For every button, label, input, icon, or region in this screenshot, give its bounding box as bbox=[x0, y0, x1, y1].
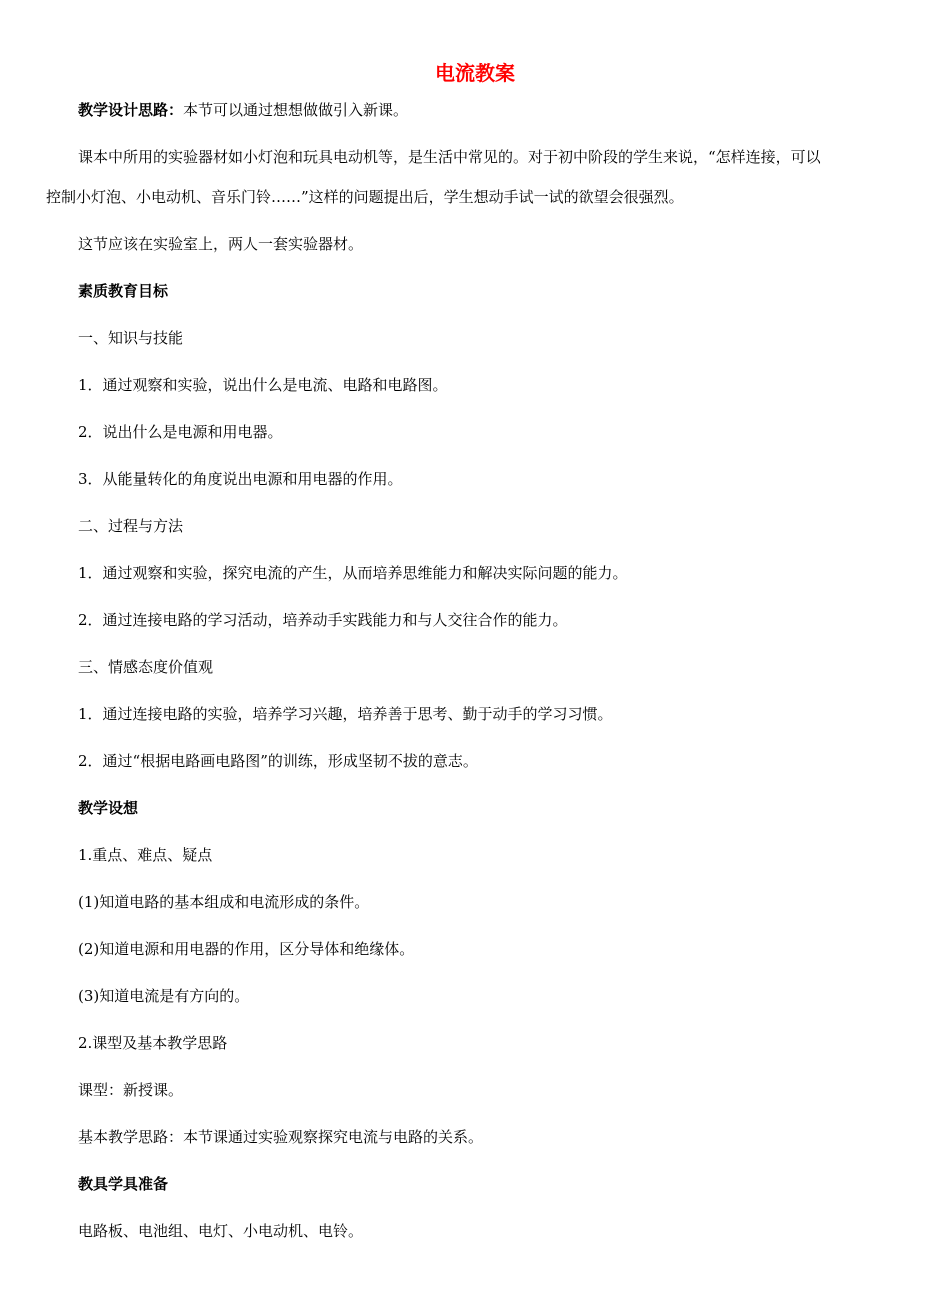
goals-part2-heading: 二、过程与方法 bbox=[78, 517, 184, 535]
goals-part3-item-1: 1．通过连接电路的实验，培养学习兴趣，培养善于思考、勤于动手的学习习惯。 bbox=[78, 705, 613, 723]
para1-line1: 课本中所用的实验器材如小灯泡和玩具电动机等，是生活中常见的。对于初中阶段的学生来说，“怎样连接，可以 bbox=[78, 148, 821, 166]
intro-line bbox=[78, 99, 408, 121]
intro-text: 本节可以通过想想做做引入新课。 bbox=[183, 101, 409, 119]
intro-label: 教学设计思路： bbox=[78, 101, 184, 119]
page-title: 电流教案 bbox=[435, 61, 515, 85]
tools-heading: 教具学具准备 bbox=[78, 1175, 169, 1193]
ideas-heading: 教学设想 bbox=[78, 799, 139, 817]
goals-part1-item-1: 1．通过观察和实验，说出什么是电流、电路和电路图。 bbox=[78, 376, 448, 394]
goals-part1-item-3: 3．从能量转化的角度说出电源和用电器的作用。 bbox=[78, 470, 403, 488]
ideas-lesson-type: 课型：新授课。 bbox=[78, 1081, 184, 1099]
para1-line2: 控制小灯泡、小电动机、音乐门铃……”这样的问题提出后，学生想动手试一试的欲望会很强烈。 bbox=[46, 188, 684, 206]
goals-heading: 素质教育目标 bbox=[78, 282, 169, 300]
goals-part2-item-1: 1．通过观察和实验，探究电流的产生，从而培养思维能力和解决实际问题的能力。 bbox=[78, 564, 628, 582]
ideas-basic-idea: 基本教学思路：本节课通过实验观察探究电流与电路的关系。 bbox=[78, 1128, 484, 1146]
ideas-point-3: (3)知道电流是有方向的。 bbox=[78, 987, 250, 1005]
goals-part1-item-2: 2．说出什么是电源和用电器。 bbox=[78, 423, 283, 441]
para2: 这节应该在实验室上，两人一套实验器材。 bbox=[78, 235, 364, 253]
tools-items: 电路板、电池组、电灯、小电动机、电铃。 bbox=[78, 1222, 364, 1240]
ideas-point-1: (1)知道电路的基本组成和电流形成的条件。 bbox=[78, 893, 370, 911]
ideas-sub1: 1.重点、难点、疑点 bbox=[78, 846, 213, 864]
goals-part3-item-2: 2．通过“根据电路画电路图”的训练，形成坚韧不拔的意志。 bbox=[78, 752, 478, 770]
ideas-point-2: (2)知道电源和用电器的作用，区分导体和绝缘体。 bbox=[78, 940, 415, 958]
ideas-sub2: 2.课型及基本教学思路 bbox=[78, 1034, 228, 1052]
goals-part3-heading: 三、情感态度价值观 bbox=[78, 658, 214, 676]
goals-part2-item-2: 2．通过连接电路的学习活动，培养动手实践能力和与人交往合作的能力。 bbox=[78, 611, 568, 629]
goals-part1-heading: 一、知识与技能 bbox=[78, 329, 184, 347]
